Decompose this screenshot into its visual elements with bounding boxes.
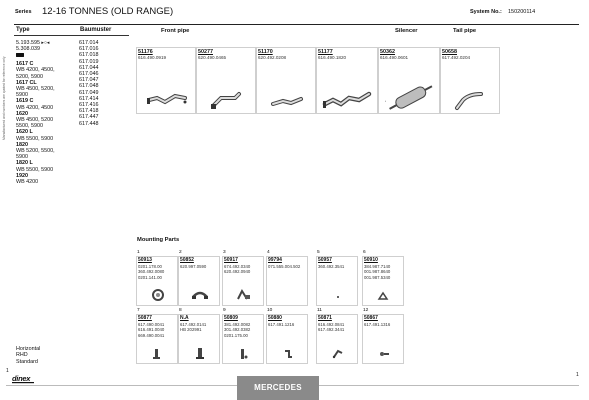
mounting-index: 9	[223, 308, 226, 313]
part-reference: 360.492.0080	[138, 269, 165, 274]
wheelbase-info: WB 4200, 4500	[16, 104, 54, 111]
mounting-part-drawing	[185, 287, 215, 303]
mounting-part-box[interactable]	[266, 256, 308, 306]
part-reference: 360.492.3541	[318, 263, 345, 269]
wheelbase-info: 5900	[16, 92, 28, 99]
baumuster-code: 617.046	[79, 71, 99, 78]
mounting-index: 3	[223, 250, 226, 255]
part-reference: 617.491.1316	[364, 321, 391, 327]
wheelbase-info: 5.193.595 ▸○◂	[16, 40, 50, 46]
vehicle-type: 1920	[16, 172, 28, 179]
baumuster-code: 617.416	[79, 102, 99, 109]
mounting-index: 12	[363, 308, 369, 313]
baumuster-code: 617.418	[79, 108, 99, 115]
mounting-part-box[interactable]	[316, 256, 358, 306]
mounting-part-info	[364, 258, 390, 280]
part-reference: 0201.175.00	[224, 332, 248, 338]
mounting-index: 6	[363, 250, 366, 255]
mounting-part-info	[180, 258, 206, 269]
mounting-part-drawing	[369, 287, 399, 303]
part-reference: 616.491.0040	[138, 327, 165, 332]
part-reference: 617.490.0041	[138, 321, 165, 327]
mounting-part-box[interactable]	[136, 314, 178, 364]
part-reference: 616.490.0919	[138, 55, 167, 60]
mounting-part-box[interactable]	[178, 256, 220, 306]
wheelbase-info: 5900	[16, 154, 28, 161]
baumuster-code: 617.018	[79, 52, 99, 59]
baumuster-code: 617.448	[79, 120, 99, 127]
mounting-index: 4	[267, 250, 270, 255]
vehicle-type: 1620	[16, 110, 28, 117]
part-reference: 616.490.0601	[380, 55, 409, 60]
silencer-drawing	[383, 82, 439, 114]
part-number: 50957	[318, 257, 332, 263]
mounting-part-box[interactable]	[222, 314, 264, 364]
part-number: 50913	[138, 257, 152, 263]
baumuster-code: 617.414	[79, 95, 99, 102]
part-number: 50871	[318, 315, 332, 321]
part-reference: HB 202991	[180, 327, 202, 332]
mounting-index: 1	[137, 250, 140, 255]
tail-pipe-drawing	[451, 86, 491, 112]
part-number: N.A	[180, 315, 189, 321]
mounting-part-drawing	[323, 345, 353, 361]
part-reference: 674.492.0340	[224, 263, 251, 269]
configuration-info	[16, 346, 40, 365]
svg-text:•: •	[385, 99, 387, 103]
baumuster-column-header: Baumuster	[80, 27, 112, 33]
vehicle-type: 1820 L	[16, 160, 33, 167]
wheelbase-info: WB 5500, 5900	[16, 135, 54, 142]
part-reference: 617.492.0141	[180, 321, 207, 327]
mounting-part-info	[268, 316, 294, 327]
mounting-part-drawing	[229, 287, 259, 303]
part-number: 50880	[268, 315, 282, 321]
side-note: Manufactured and numbers are quoted for reference only	[2, 56, 6, 140]
baumuster-code: 617.447	[79, 114, 99, 121]
part-number: 51176	[138, 49, 153, 55]
mounting-part-drawing	[143, 345, 173, 361]
wheelbase-info: 5500, 5900	[16, 123, 43, 130]
baumuster-code: 617.048	[79, 83, 99, 90]
system-label: System No.:	[470, 9, 502, 15]
baumuster-code: 617.014	[79, 40, 99, 46]
svg-text:dinex: dinex	[12, 374, 31, 383]
part-reference: 617.491.1216	[268, 321, 295, 327]
part-reference: 384.987.7140	[364, 263, 391, 269]
part-number: 51170	[258, 49, 273, 55]
part-number: 50867	[364, 315, 378, 321]
brand-banner: MERCEDES	[237, 376, 319, 400]
front-pipe-drawing	[207, 88, 247, 112]
mounting-part-drawing	[323, 287, 353, 303]
wheelbase-info: WB 5500, 5900	[16, 166, 54, 173]
vehicle-type: 1820	[16, 141, 28, 148]
part-number: 50809	[224, 315, 238, 321]
part-number: 51177	[318, 49, 333, 55]
series-title: 12-16 TONNES (OLD RANGE)	[42, 6, 174, 17]
mounting-part-box[interactable]	[316, 314, 358, 364]
wheelbase-info: 5200, 5900	[16, 73, 43, 80]
part-number: 50910	[364, 257, 378, 263]
part-reference: 617.492.0204	[442, 55, 471, 60]
part-reference: 071.555.004.502	[268, 263, 301, 269]
mounting-index: 8	[179, 308, 182, 313]
part-number: 50852	[180, 257, 194, 263]
header-rule	[14, 24, 579, 25]
mounting-part-drawing	[273, 287, 303, 303]
mounting-part-info	[268, 258, 300, 269]
front-pipe-drawing	[269, 92, 305, 110]
configuration-orientation: Horizontal	[16, 346, 41, 352]
part-reference: 001.987.8640	[364, 269, 391, 274]
part-reference: 0201.141.00	[138, 274, 162, 280]
exhaust-part-box[interactable]	[378, 47, 440, 114]
wheelbase-info: WB 4200	[16, 178, 39, 185]
mounting-part-drawing	[273, 345, 303, 361]
mounting-part-info	[138, 258, 164, 280]
mounting-part-info	[364, 316, 390, 327]
configuration-drive: RHD	[16, 352, 28, 359]
front-pipe-drawing	[145, 88, 193, 110]
mounting-part-drawing	[185, 345, 215, 361]
column-rule	[14, 35, 129, 36]
mounting-part-info	[138, 316, 164, 338]
mounting-part-box[interactable]	[362, 256, 404, 306]
mounting-part-box[interactable]	[222, 256, 264, 306]
exhaust-part-box[interactable]	[136, 47, 196, 114]
silencer-header: Silencer	[395, 28, 418, 34]
mounting-part-box[interactable]	[362, 314, 404, 364]
wheelbase-info: WB 4500, 5200,	[16, 85, 55, 92]
type-list	[16, 40, 80, 185]
series-label: Series	[15, 9, 32, 15]
exhaust-part-box[interactable]	[316, 47, 378, 114]
mounting-part-box[interactable]	[266, 314, 308, 364]
part-number: 50658	[442, 49, 457, 55]
type-column-header: Type	[16, 27, 30, 33]
part-reference: 616.490.1820	[318, 55, 347, 60]
page-number-left: 1	[6, 368, 9, 374]
configuration-variant: Standard	[16, 358, 38, 365]
wheelbase-info: WB 4500, 5200	[16, 116, 54, 123]
wheelbase-info: WB 4200, 4500,	[16, 67, 55, 74]
wheelbase-info: 5.308.039	[16, 46, 40, 53]
part-reference: 620.492.0940	[224, 269, 251, 274]
mounting-part-info	[224, 258, 250, 275]
part-number: 50277	[198, 49, 213, 55]
mounting-part-info	[318, 316, 344, 333]
mounting-index: 5	[317, 250, 320, 255]
wheelbase-info: WB 5200, 5500,	[16, 147, 55, 154]
mounting-index: 10	[267, 308, 273, 313]
front-pipe-drawing	[321, 86, 375, 112]
truck-icon	[16, 53, 24, 57]
tail-pipe-header: Tail pipe	[453, 28, 477, 34]
part-number: 50917	[224, 257, 238, 263]
mounting-parts-header: Mounting Parts	[137, 237, 180, 243]
direction-mark: ▸○◂	[39, 40, 50, 46]
mounting-part-box[interactable]	[178, 314, 220, 364]
system-number: 150200114	[508, 9, 536, 15]
part-number: 99794	[268, 257, 282, 263]
part-reference: 620.492.0208	[258, 55, 287, 60]
baumuster-list	[79, 40, 119, 127]
baumuster-code: 617.044	[79, 64, 99, 71]
exhaust-part-box[interactable]	[256, 47, 316, 114]
part-reference: 001.987.5340	[364, 274, 391, 280]
part-reference: 616.492.0841	[318, 321, 345, 327]
mounting-index: 11	[317, 308, 322, 313]
part-reference: 620.490.0465	[198, 55, 227, 60]
part-reference: 301.492.0382	[224, 327, 251, 332]
vehicle-type: 1619 C	[16, 98, 34, 105]
vehicle-type: 1620 L	[16, 129, 33, 136]
mounting-index: 2	[179, 250, 182, 255]
baumuster-code: 617.019	[79, 58, 99, 65]
mounting-part-info	[224, 316, 250, 338]
part-number: 50362	[380, 49, 395, 55]
part-reference: 620.997.0590	[180, 263, 207, 269]
part-number: 50877	[138, 315, 152, 321]
baumuster-code: 617.047	[79, 77, 99, 84]
exhaust-part-box[interactable]	[196, 47, 256, 114]
part-reference: 0201.178.00	[138, 263, 162, 269]
page-number-right: 1	[576, 372, 579, 378]
baumuster-code: 617.016	[79, 46, 99, 53]
part-reference: 669.490.0041	[138, 332, 165, 338]
exhaust-part-box[interactable]	[440, 47, 500, 114]
part-reference: 381.492.0082	[224, 321, 251, 327]
mounting-index: 7	[137, 308, 140, 313]
mounting-part-drawing	[369, 345, 399, 361]
part-reference: 617.492.3441	[318, 327, 345, 332]
mounting-part-drawing	[229, 345, 259, 361]
vehicle-type: 1617 CL	[16, 79, 37, 86]
mounting-part-box[interactable]	[136, 256, 178, 306]
vehicle-type: 1617 C	[16, 61, 34, 68]
mounting-part-info	[180, 316, 206, 333]
mounting-part-info	[318, 258, 344, 269]
baumuster-code: 617.049	[79, 89, 99, 96]
front-pipe-header: Front pipe	[161, 28, 190, 34]
mounting-part-drawing	[143, 287, 173, 303]
dinex-logo-mark	[12, 374, 34, 384]
